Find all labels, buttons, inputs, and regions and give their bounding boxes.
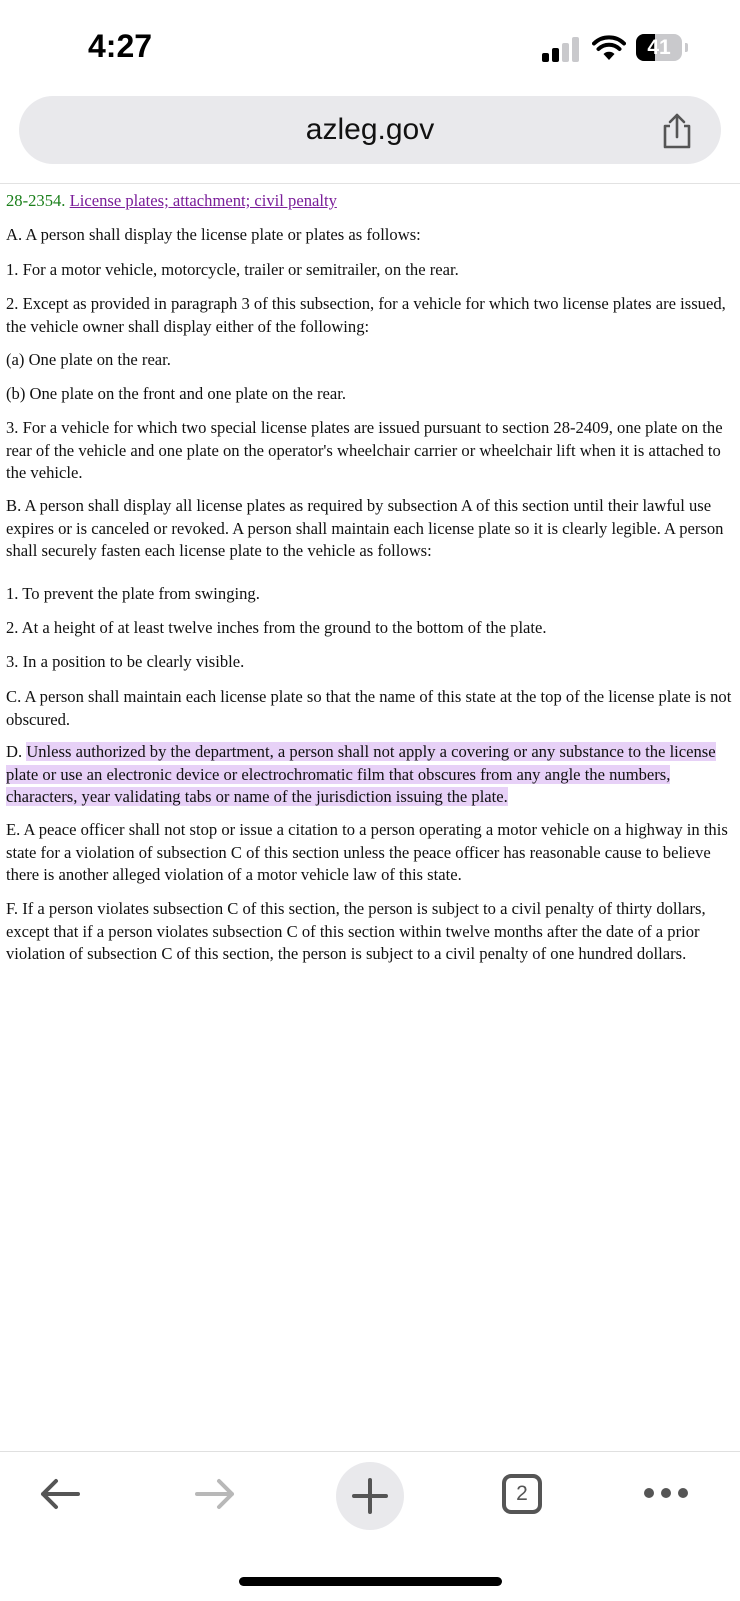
url-text[interactable]: azleg.gov — [305, 113, 435, 146]
arrow-right-icon[interactable] — [193, 1476, 237, 1512]
paragraph-a-2: 2. Except as provided in paragraph 3 of this subsection, for a vehicle for which two license plates are issued, the vehicle owner shall display either of the following: — [6, 294, 726, 336]
paragraph-b-3: 3. In a position to be clearly visible. — [6, 652, 245, 671]
arrow-left-icon[interactable] — [38, 1476, 82, 1512]
section-heading — [6, 190, 734, 213]
battery-percent: 41 — [647, 36, 671, 59]
share-icon[interactable] — [659, 112, 695, 150]
battery-nub — [685, 43, 688, 52]
tabs-button[interactable]: 2 — [502, 1474, 542, 1514]
paragraph-a-2-b: (b) One plate on the front and one plate on the rear. — [6, 384, 347, 403]
paragraph-c: C. A person shall maintain each license plate so that the name of this state at the top of the license plate is not obscured. — [6, 687, 732, 729]
paragraph-e: E. A peace officer shall not stop or issue a citation to a person operating a motor vehicle on a highway in this state for a violation of subsection C of this section unless the peace officer has reasonable cause to believe there is another alleged violation of a motor vehicle law of this state. — [6, 820, 728, 884]
paragraph-f: F. If a person violates subsection C of this section, the person is subject to a civil penalty of thirty dollars, except that if a person violates subsection C of this section within twelve months after the date of a prior violation of subsection C of this section, the person is subject to a civil penalty of one hundred dollars. — [6, 899, 706, 963]
section-title-link[interactable]: License plates; attachment; civil penalty — [69, 191, 337, 210]
paragraph-a: A. A person shall display the license plate or plates as follows: — [6, 225, 421, 244]
paragraph-b: B. A person shall display all license plates as required by subsection A of this section until their lawful use expires or is canceled or revoked. A person shall maintain each license plate so it is clearly legible. A person shall securely fasten each license plate to the vehicle as follows: — [6, 496, 724, 560]
address-bar[interactable] — [19, 96, 721, 164]
wifi-icon — [592, 34, 626, 62]
paragraph-d-prefix: D. — [6, 742, 27, 761]
paragraph-d — [6, 741, 734, 809]
paragraph-a-1: 1. For a motor vehicle, motorcycle, trailer or semitrailer, on the rear. — [6, 260, 459, 279]
paragraph-b-2: 2. At a height of at least twelve inches from the ground to the bottom of the plate. — [6, 618, 547, 637]
status-time: 4:27 — [88, 28, 153, 64]
status-bar — [0, 0, 740, 96]
paragraph-b-1: 1. To prevent the plate from swinging. — [6, 584, 260, 603]
paragraph-a-3: 3. For a vehicle for which two special license plates are issued pursuant to section 28-2409, one plate on the rear of the vehicle and one plate on the operator's wheelchair carrier or wheelchair lift when it is attached to the vehicle. — [6, 418, 723, 482]
paragraph-a-2-a: (a) One plate on the rear. — [6, 350, 171, 369]
battery-icon — [636, 34, 682, 61]
cellular-signal-icon — [542, 36, 582, 62]
home-indicator — [239, 1577, 502, 1586]
header-divider — [0, 183, 740, 184]
new-tab-button[interactable] — [336, 1462, 404, 1530]
plus-icon — [336, 1462, 404, 1530]
highlighted-text[interactable]: Unless authorized by the department, a person shall not apply a covering or any substance to the license plate or use an electronic device or electrochromatic film that obscures from any angle the numbers, characters, year validating tabs or name of the jurisdiction issuing the plate. — [6, 742, 716, 806]
section-number: 28-2354. — [6, 191, 66, 210]
ellipsis-icon[interactable] — [643, 1486, 689, 1500]
